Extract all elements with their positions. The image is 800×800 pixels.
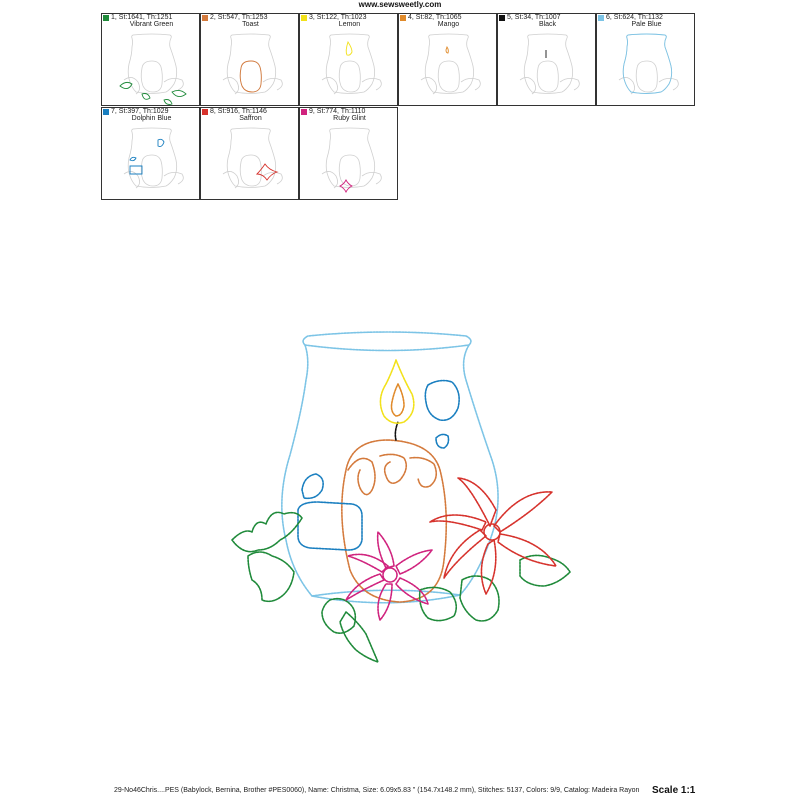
color-name: Ruby Glint bbox=[333, 115, 366, 122]
color-name: Vibrant Green bbox=[129, 21, 174, 28]
color-name: Mango bbox=[437, 21, 460, 28]
jar-highlight-top bbox=[425, 381, 459, 421]
jar-outline bbox=[282, 332, 498, 603]
color-name: Lemon bbox=[338, 21, 361, 28]
color-name: Black bbox=[538, 21, 557, 28]
color-step-stats: 1, St:1641, Th:1251 bbox=[111, 14, 173, 21]
holly-leaf-bottom-center bbox=[340, 612, 378, 662]
color-name: Pale Blue bbox=[631, 21, 662, 28]
candle-wick bbox=[395, 422, 398, 440]
jar-highlight-side bbox=[302, 474, 323, 498]
scale-label: Scale 1:1 bbox=[652, 785, 696, 796]
site-url: www.sewsweetly.com bbox=[358, 0, 442, 9]
holly-leaf-right-2 bbox=[520, 555, 570, 586]
color-step-stats: 2, St:547, Th:1253 bbox=[210, 14, 268, 21]
jar-base bbox=[312, 590, 460, 596]
color-step-stats: 3, St:122, Th:1023 bbox=[309, 14, 367, 21]
color-step-stats: 7, St:397, Th:1029 bbox=[111, 108, 169, 115]
color-name: Dolphin Blue bbox=[131, 115, 172, 122]
jar-highlight-rect bbox=[298, 502, 362, 550]
poinsettia-red bbox=[430, 478, 556, 594]
jar-rim bbox=[305, 345, 469, 351]
color-step-stats: 4, St:82, Th:1065 bbox=[408, 14, 462, 21]
flame-outer bbox=[380, 360, 413, 423]
flame-inner bbox=[392, 384, 405, 416]
design-info-footer: 29-No46Chris....PES (Babylock, Bernina, Brother #PES0060), Name: Christma, Size: 6.09x5.83 " (154.7x148.2 mm), Stitches: 5137, Colors: 9/9, Catalog: Madeira Rayon bbox=[114, 787, 640, 794]
holly-leaf-left-2 bbox=[248, 552, 294, 601]
color-step-stats: 6, St:624, Th:1132 bbox=[606, 14, 663, 21]
candle-drips bbox=[348, 454, 436, 494]
color-step-stats: 5, St:34, Th:1007 bbox=[507, 14, 561, 21]
jar-highlight-dot bbox=[436, 434, 449, 448]
holly-leaf-left-1 bbox=[232, 512, 302, 551]
holly-leaf-right-1 bbox=[460, 576, 499, 621]
color-name: Toast bbox=[242, 21, 259, 28]
color-name: Saffron bbox=[239, 115, 262, 122]
color-step-stats: 9, St:774, Th:1110 bbox=[309, 108, 366, 115]
color-step-stats: 8, St:916, Th:1146 bbox=[210, 108, 267, 115]
